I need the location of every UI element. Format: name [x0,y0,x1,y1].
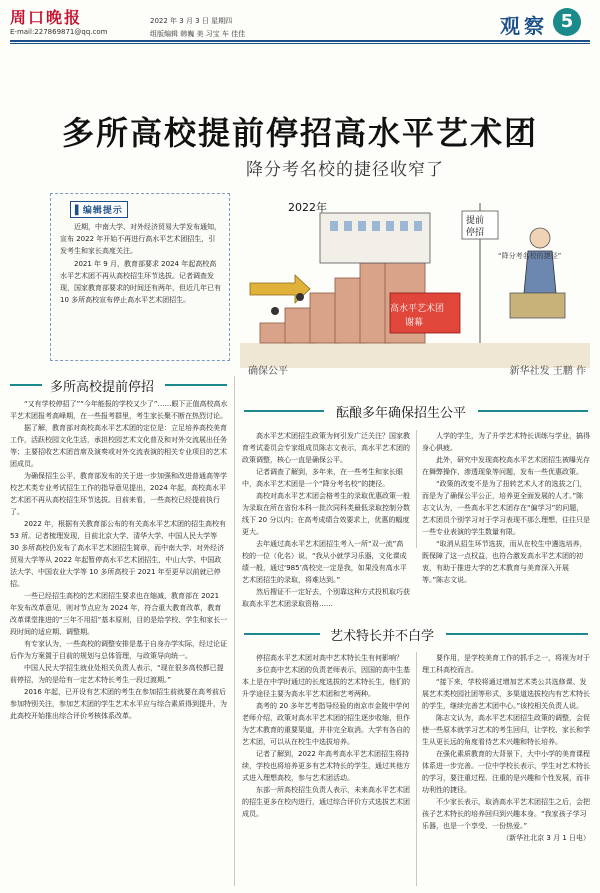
section-decoration [165,384,227,386]
paragraph: 不少家长表示，取消高水平艺术团招生之后，会把孩子艺术特长的培养回归到兴趣本身。“我家孩子学习乐器，也是一个享受、一份热爱。” [422,798,590,830]
paragraph: 高考的 20 多年艺考指导经验的南京市金陵中学何老师介绍，政策对高水平艺术团的招生逐步收缩，但作为艺术教育的重要渠道，并非完全取消。大学有各自的艺术团，可以从在校生中选拔培养。 [242,702,410,746]
section-heading-1: 多所高校提前停招 [50,380,155,395]
section-decoration [10,384,42,386]
section-decoration [446,633,588,635]
illus-caption-bubble: “降分考名校的捷径” [498,252,562,260]
section-decoration [244,410,324,412]
paragraph: 记者了解到，2022 年高考高水平艺术团招生将持续，学校也将培养更多有艺术特长的学生，通过其他方式进入理想高校，参与艺术团活动。 [242,750,410,782]
editor-note-paragraph: 近期，中南大学、对外经济贸易大学发布通知，宣布 2022 年开始不再进行高水平艺术团招生，引发考生和家长高度关注。 [60,223,221,255]
paragraph: 记者调查了解到，多年来，在一些考生和家长眼中，高水平艺术团是一个“降分考名校”的捷径。 [242,468,403,488]
paragraph: 一些已经招生高校的艺术团招生要求也在缩减，教育部在 2021 年发布改革意见，则对节点应为 2024 年，符合重大教育改革，教育改革课堂推进的“三年不用招”基本原则，目的是给学校、学生和家长一段时间的适应期、调整期。 [10,592,228,636]
paragraph: 中国人民大学招生就业处相关负责人表示，“现在很多高校都已提前停招，为的是给有一定艺术特长考生一段过渡期。” [10,664,224,684]
column-divider [416,652,417,886]
paragraph: 人学的学生，为了升学艺术特长训练与学业，搞得身心俱疲。 [422,432,590,452]
header-rule [10,40,590,42]
paragraph: 2022 年，根据有关教育部公布的有关高水平艺术团的招生高校有 53 所。记者梳理发现，目前北京大学、清华大学、中国人民大学等 30 多所高校仍发布了高水平艺术团招生简章，而中南大学、对外经济贸易大学等从 2022 年起暂停高水平艺术团招生，中山大学、中国政法大学、中国农业大学等 10 多所高校于 2021 年至更早以前就已停招。 [10,520,227,588]
page-headline: 多所高校提前停招高水平艺术团 [61,114,538,152]
paragraph: 要作用，是学校美育工作的抓手之一，将视为对于理工科高校而言。 [422,654,590,674]
column-divider [416,430,417,548]
illus-stage-label: 谢幕 [405,318,424,328]
paragraph: 去年通过高水平艺术团招生考入一所“双一流”高校的一位（化名）说，“我从小就学习乐器，文化课成绩一般，通过‘985’高校完一定是我，如果没有高水平艺术团招生的录取，将难达到。” [242,540,407,584]
paragraph: 停招高水平艺术团对高中艺术特长生有何影响？ [256,654,403,662]
editor-note-tag: ▌编辑提示 [70,201,128,218]
article-column-3b [422,652,590,886]
paragraph: “又有学校停招了”“今年能报的学校又少了”……眼下正值高校高水平艺术团报考高峰期，在一些报考群里，考生家长聚不断在热烈讨论。 [10,400,228,420]
paragraph: 2016 年起，已开设有艺术团的考生在参加招生前就要在高考前后参加特别关注，参加艺术团的学生艺术水平应与综合素质得到提升，为此高校开始推出综合评价考核体系改革。 [10,688,227,720]
header-rule-thin [10,43,590,44]
section-heading-3: 艺术特长并不白学 [330,629,435,644]
paragraph: 然后搜证不一定好去，个别靠这种方式投机取巧获取高水平艺术团录取资格…… [242,588,410,608]
paragraph: 在强化素质教育的大背景下，大中小学的美育课程体系进一步完善。一位中学校长表示，学生对艺术特长的学习，要注重过程、注重的是兴趣和个性发展，而非功利性的捷径。 [422,750,590,794]
paragraph: 高校对高水平艺术团会格考生的录取优惠政策一般为录取在所在省份本科一批次同科类最低录取控制分数线下 20 分以内；在高考成绩合效要求上，优惠的幅度更大。 [242,492,410,536]
cartoon-illustration [240,183,590,368]
illus-sign-label-2: 停招 [466,228,485,238]
section-decoration [244,633,320,635]
contact-email: E-mail:227869871@qq.com [10,28,108,36]
article-column-1 [10,398,228,888]
illus-banner-label: 高水平艺术团 [390,304,445,314]
paragraph: “政策的改变不是为了扭转艺术人才的选拔之门，而是为了确保公平公正，培养更全面发展的人才。”陈志文认为，一些高水平艺术团存在“偏学习”的问题，艺术团员个别学习对于学习表现不那么理想，往往只是一些专业表演的学生数量有限。 [422,480,590,536]
paragraph: 东部一所高校招生负责人表示，未来高水平艺术团的招生更多在校内进行，通过综合评价方式选拔艺术团成员。 [242,786,410,818]
newspaper-logo: 周口晚报 [10,8,83,27]
article-column-2b [242,652,410,886]
article-column-2a [242,430,410,608]
paragraph: 此外，研究中发现高校高水平艺术团招生被曝光存在舞弊操作、渗透现象等问题，发布一些优惠政策。 [422,456,590,476]
paragraph: 为确保招生公平，教育部发布的关于进一步加强和改进普通高等学校艺术类专业考试招生工作的指导意见提出，2024 年起，高校高水平艺术团不再从高校招生环节选拔。目前来看，一些高校已经提前执行了。 [10,472,227,516]
illus-year-label: 2022年 [288,201,327,214]
issue-date: 2022 年 3 月 3 日 星期四 [150,17,233,25]
illus-caption-left: 确保公平 [248,366,288,377]
paragraph: “接下来，学校将通过增加艺术类公共选修课、发展艺术类校园社团等形式，多渠道选拔校内有艺术特长的学生，继续完善艺术团中心。”该校相关负责人说。 [422,678,590,710]
paragraph: 多位高中艺术团的负责老师表示，因国的高中生基本上是在中学时通过的长度选拔的艺术特长生，他们的升学途径主要为高水平艺术团和艺考两种。 [242,666,410,698]
paragraph: 据了解，教育部对高校高水平艺术团的定位是：立足培养高校美育工作，活跃校园文化生活，承担校园艺术文化普及和对外交流展出任务等；主要招收艺术团首席及演奏或对外交流表演的相关专业项目的艺术团成员。 [10,424,227,468]
editor-note-paragraph: 2021 年 9 月，教育部要求 2024 年起高校高水平艺术团不再从高校招生环节选拔。记者调查发现，国家教育部要求的时间还有两年，但近几年已有 10 多所高校宣布停止高水平艺术团招生。 [60,260,221,304]
paragraph: 高水平艺术团招生政策为何引发广泛关注？国家教育考试委员会专家组成员陈志文表示，高水平艺术团的政策调整，核心一直是确保公平。 [242,432,410,464]
editor-note-text [60,221,222,307]
paragraph: “取消从招生环节选拔，而从在校生中遴选培养，既保障了这一点权益，也符合激发高水平艺术团的初衷，有助于推进大学的艺术教育与美育深入开展等。”陈志文说。 [422,540,587,584]
column-divider [234,376,235,886]
illus-sign-label: 提前 [466,216,485,226]
paragraph: （新华社北京 3 月 1 日电） [502,834,590,842]
article-column-3a [422,430,590,608]
section-decoration [478,410,588,412]
paragraph: 有专家认为，一些高校的调整安排是基于自身办学实际，经过论证后作为方案置于目前的规划与总体管理，与政策导向统一。 [10,640,227,660]
illus-credit: 新华社发 王鹏 作 [509,366,586,377]
paragraph: 陈志文认为，高水平艺术团招生政策的调整，会促使一些原本就学习艺术的考生回归，让学校、家长和学生从更长远的角度看待艺术兴趣和特长培养。 [422,714,590,746]
section-title: 观察 [500,14,548,38]
section-heading-2: 酝酿多年确保招生公平 [336,406,467,421]
editor-credits: 组版编辑 韩巍 美 习宝 车 佳佳 [150,30,246,38]
page-number-badge: 5 [553,8,581,36]
illustration-caption [240,362,590,376]
page-subheadline: 降分考名校的捷径收窄了 [246,160,444,180]
